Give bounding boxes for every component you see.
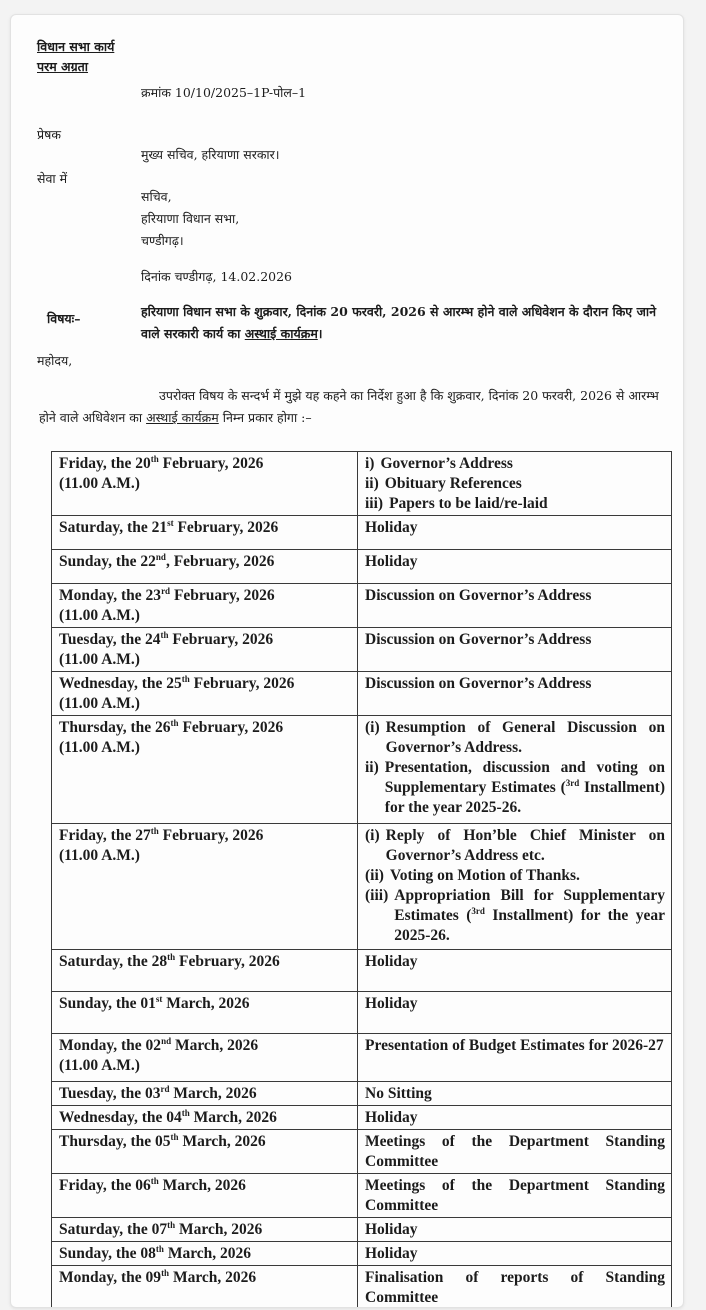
item-text: Holiday: [365, 1245, 418, 1262]
dept-heading: विधान सभा कार्य: [37, 39, 115, 54]
recipient-line-2: हरियाणा विधान सभा,: [141, 211, 240, 226]
schedule-business-cell: [358, 628, 672, 672]
schedule-time: (11.00 A.M.): [59, 607, 140, 624]
schedule-row: [52, 628, 672, 672]
schedule-date: Sunday, the 01st March, 2026: [59, 993, 250, 1012]
item-text: No Sitting: [365, 1085, 432, 1102]
schedule-business-cell: [358, 1106, 672, 1130]
item-text: Discussion on Governor’s Address: [365, 675, 592, 692]
schedule-business-item: [365, 1084, 665, 1104]
schedule-date-cell: [52, 516, 358, 550]
schedule-business-cell: [358, 950, 672, 992]
schedule-date-cell: [52, 992, 358, 1034]
schedule-date: Thursday, the 26th February, 2026: [59, 717, 284, 736]
schedule-business-cell: [358, 992, 672, 1034]
schedule-business-cell: [358, 452, 672, 516]
item-text: Papers to be laid/re-laid: [389, 495, 548, 512]
item-text: Presentation of Budget Estimates for 2026-27: [365, 1037, 664, 1054]
item-text: Discussion on Governor’s Address: [365, 631, 592, 648]
schedule-business-item: [365, 718, 665, 758]
item-text: Obituary References: [384, 475, 522, 492]
schedule-date-cell: [52, 452, 358, 516]
schedule-business-item: [365, 886, 665, 946]
schedule-time: (11.00 A.M.): [59, 739, 140, 756]
schedule-business-item: [365, 1176, 665, 1216]
item-text: Discussion on Governor’s Address: [365, 587, 592, 604]
schedule-date: Sunday, the 08th March, 2026: [59, 1243, 252, 1262]
schedule-date-cell: [52, 950, 358, 992]
schedule-row: [52, 550, 672, 584]
schedule-row: [52, 1034, 672, 1082]
schedule-row: [52, 584, 672, 628]
schedule-row: [52, 1174, 672, 1218]
schedule-business-item: [365, 586, 665, 606]
schedule-date: Friday, the 06th March, 2026: [59, 1175, 246, 1194]
schedule-row: [52, 1130, 672, 1174]
schedule-business-cell: [358, 1242, 672, 1266]
schedule-time: (11.00 A.M.): [59, 847, 140, 864]
schedule-date: Monday, the 02nd March, 2026: [59, 1035, 259, 1054]
schedule-date-cell: [52, 584, 358, 628]
salutation: महोदय,: [37, 353, 73, 368]
schedule-date: Friday, the 20th February, 2026: [59, 453, 264, 472]
schedule-date-cell: [52, 672, 358, 716]
schedule-row: [52, 992, 672, 1034]
item-text: Reply of Hon’ble Chief Minister on Governor’s Address etc.: [385, 827, 665, 864]
schedule-business-item: [365, 674, 665, 694]
recipient-line-3: चण्डीगढ़।: [141, 233, 184, 248]
date-line: दिनांक चण्डीगढ़, 14.02.2026: [141, 269, 293, 284]
subject-label: विषयः–: [47, 311, 81, 326]
schedule-business-cell: [358, 1266, 672, 1309]
schedule-date: Tuesday, the 24th February, 2026: [59, 629, 274, 648]
session-schedule-table: [51, 451, 672, 1308]
schedule-row: [52, 452, 672, 516]
schedule-date-cell: [52, 628, 358, 672]
schedule-date: Friday, the 27th February, 2026: [59, 825, 264, 844]
item-number: ii): [365, 759, 379, 776]
item-text: Meetings of the Department Standing Committee: [365, 1177, 665, 1214]
schedule-row: [52, 516, 672, 550]
schedule-business-item: [365, 758, 665, 818]
schedule-business-item: [365, 630, 665, 650]
schedule-date-cell: [52, 1242, 358, 1266]
schedule-business-item: [365, 1108, 665, 1128]
item-text: Holiday: [365, 519, 418, 536]
schedule-date-cell: [52, 824, 358, 950]
schedule-business-item: [365, 1036, 665, 1056]
schedule-business-cell: [358, 824, 672, 950]
schedule-business-item: [365, 866, 665, 886]
item-text: Holiday: [365, 995, 418, 1012]
schedule-business-item: [365, 454, 665, 474]
schedule-time: (11.00 A.M.): [59, 651, 140, 668]
sender-label: प्रेषक: [37, 127, 61, 142]
schedule-date-cell: [52, 1082, 358, 1106]
item-text: Presentation, discussion and voting on Supplementary Estimates ($^{3rd}$ Installment) for the year 2025-26.: [384, 759, 665, 816]
schedule-row: [52, 716, 672, 824]
schedule-date: Monday, the 23rd February, 2026: [59, 585, 275, 604]
schedule-business-item: [365, 518, 665, 538]
schedule-business-cell: [358, 1174, 672, 1218]
schedule-business-item: [365, 552, 665, 572]
item-text: Meetings of the Department Standing Committee: [365, 1133, 665, 1170]
item-number: (ii): [365, 867, 384, 884]
schedule-date-cell: [52, 1174, 358, 1218]
item-number: iii): [365, 495, 384, 512]
schedule-date-cell: [52, 1218, 358, 1242]
schedule-business-item: [365, 952, 665, 972]
schedule-date-cell: [52, 1266, 358, 1309]
schedule-business-item: [365, 494, 665, 514]
schedule-business-item: [365, 1132, 665, 1172]
schedule-business-cell: [358, 584, 672, 628]
schedule-business-item: [365, 1244, 665, 1264]
schedule-date-cell: [52, 1034, 358, 1082]
schedule-date-cell: [52, 1130, 358, 1174]
schedule-time: (11.00 A.M.): [59, 475, 140, 492]
schedule-date: Wednesday, the 25th February, 2026: [59, 673, 295, 692]
schedule-row: [52, 1082, 672, 1106]
schedule-business-item: [365, 994, 665, 1014]
schedule-date: Saturday, the 07th March, 2026: [59, 1219, 263, 1238]
sender-name: मुख्य सचिव, हरियाणा सरकार।: [141, 147, 280, 162]
schedule-date-cell: [52, 716, 358, 824]
item-text: Governor’s Address: [380, 455, 513, 472]
reference-number: क्रमांक 10/10/2025–1P-पोल–1: [141, 85, 307, 100]
schedule-date: Monday, the 09th March, 2026: [59, 1267, 257, 1286]
schedule-business-cell: [358, 672, 672, 716]
schedule-business-item: [365, 1268, 665, 1308]
schedule-date: Sunday, the 22nd, February, 2026: [59, 551, 275, 570]
schedule-time: (11.00 A.M.): [59, 1057, 140, 1074]
schedule-row: [52, 1266, 672, 1309]
schedule-business-item: [365, 826, 665, 866]
schedule-time: (11.00 A.M.): [59, 695, 140, 712]
item-text: Holiday: [365, 1109, 418, 1126]
schedule-business-item: [365, 474, 665, 494]
schedule-row: [52, 950, 672, 992]
schedule-row: [52, 1218, 672, 1242]
schedule-row: [52, 1106, 672, 1130]
schedule-date-cell: [52, 550, 358, 584]
schedule-date: Saturday, the 28th February, 2026: [59, 951, 280, 970]
item-number: (i): [365, 719, 380, 736]
schedule-date: Thursday, the 05th March, 2026: [59, 1131, 266, 1150]
recipient-line-1: सचिव,: [141, 189, 172, 204]
schedule-business-cell: [358, 1218, 672, 1242]
schedule-business-cell: [358, 550, 672, 584]
schedule-business-item: [365, 1220, 665, 1240]
item-text: Holiday: [365, 553, 418, 570]
schedule-date: Saturday, the 21st February, 2026: [59, 517, 279, 536]
schedule-row: [52, 1242, 672, 1266]
schedule-row: [52, 824, 672, 950]
item-number: ii): [365, 475, 379, 492]
item-text: Voting on Motion of Thanks.: [389, 867, 580, 884]
letter-page: [10, 14, 684, 1308]
schedule-row: [52, 672, 672, 716]
item-number: (iii): [365, 887, 389, 904]
schedule-date-cell: [52, 1106, 358, 1130]
item-text: Appropriation Bill for Supplementary Estimates ($^{3rd}$ Installment) for the year 2025-26.: [394, 887, 665, 944]
schedule-business-cell: [358, 716, 672, 824]
schedule-date: Tuesday, the 03rd March, 2026: [59, 1083, 257, 1102]
item-text: Holiday: [365, 953, 418, 970]
schedule-business-cell: [358, 516, 672, 550]
item-number: i): [365, 455, 375, 472]
schedule-business-cell: [358, 1034, 672, 1082]
item-text: Finalisation of reports of Standing Committee: [365, 1269, 665, 1306]
item-number: (i): [365, 827, 380, 844]
body-paragraph: उपरोक्त विषय के सन्दर्भ में मुझे यह कहने का निर्देश हुआ है कि शुक्रवार, दिनांक 20 फरवरी, 2026 से आरम्भ होने वाले अधिवेशन का अस्थाई कार्यक्रम निम्न प्रकार होगा :–: [39, 388, 659, 425]
schedule-date: Wednesday, the 04th March, 2026: [59, 1107, 277, 1126]
subject-text: हरियाणा विधान सभा के शुक्रवार, दिनांक 20 फरवरी, 2026 से आरम्भ होने वाले अधिवेशन के दौरान किए जाने वाले सरकारी कार्य का अस्थाई कार्यक्रम।: [141, 304, 657, 341]
recipient-label: सेवा में: [37, 171, 68, 186]
priority-heading: परम अग्रता: [37, 59, 89, 74]
item-text: Holiday: [365, 1221, 418, 1238]
item-text: Resumption of General Discussion on Governor’s Address.: [385, 719, 665, 756]
schedule-business-cell: [358, 1130, 672, 1174]
schedule-business-cell: [358, 1082, 672, 1106]
